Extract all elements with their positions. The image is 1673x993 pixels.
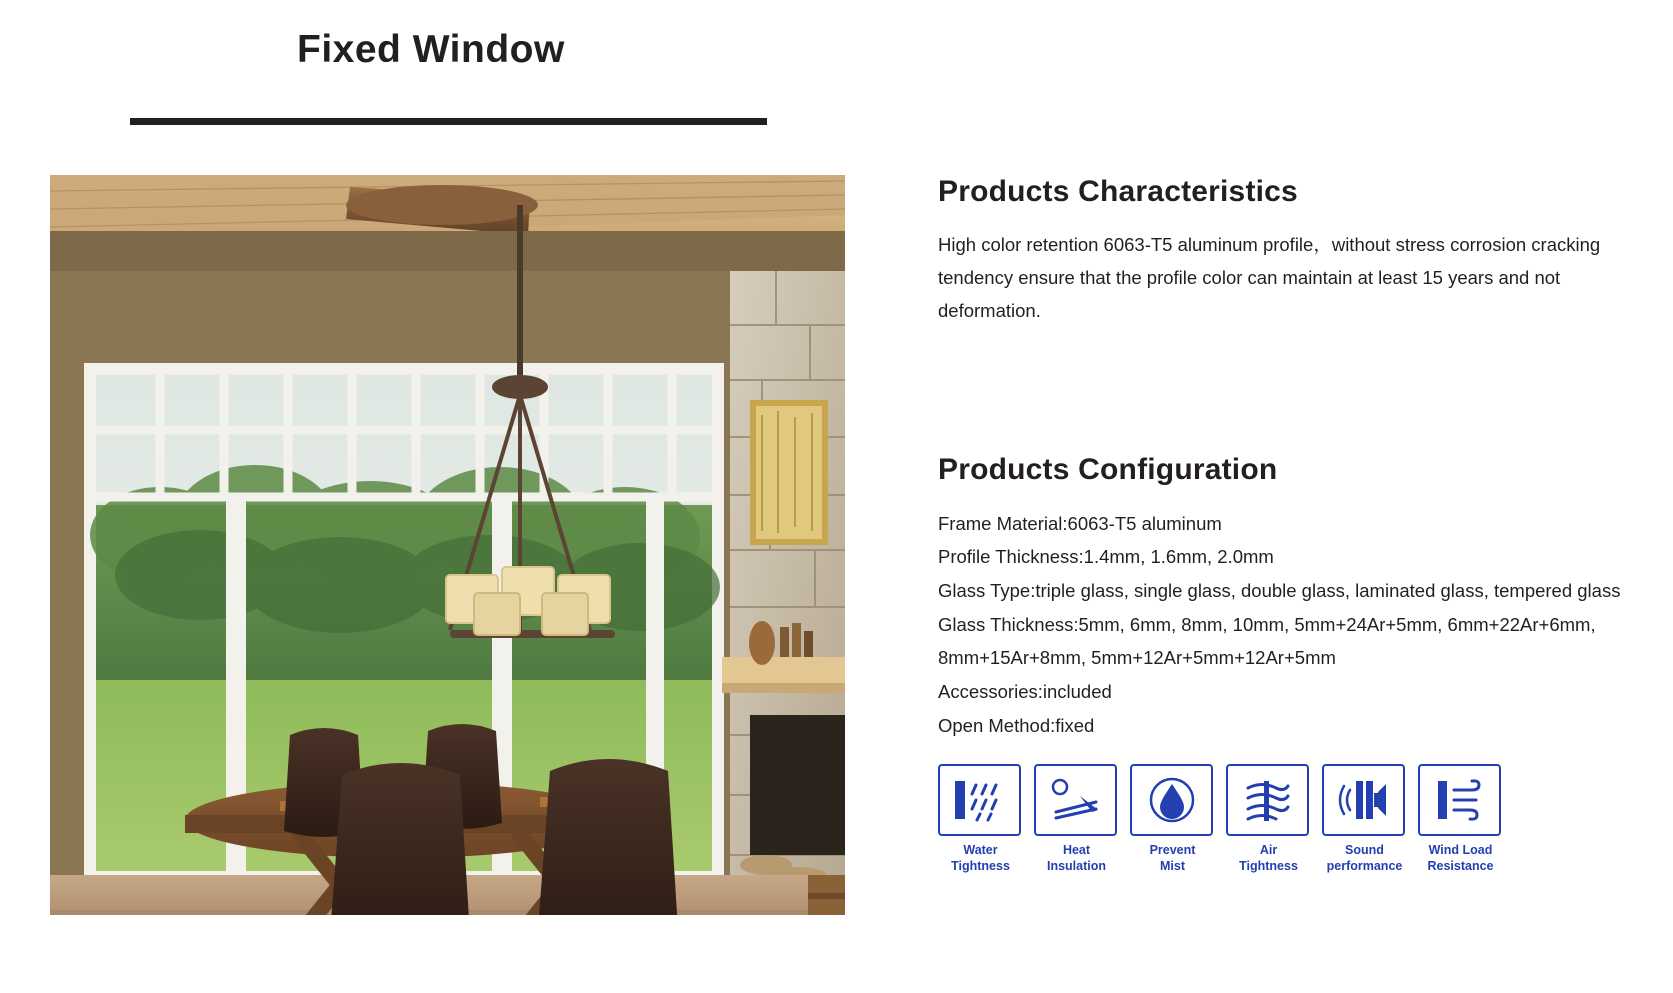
feature-water-tightness <box>938 764 1023 874</box>
feature-wind-load-resistance <box>1418 764 1503 874</box>
feature-label: Wind Load Resistance <box>1427 843 1494 873</box>
sound-performance-icon <box>1322 764 1405 836</box>
config-line-frame-material: Frame Material:6063-T5 aluminum <box>938 512 1222 534</box>
prevent-mist-icon <box>1130 764 1213 836</box>
title-underline-rule <box>130 118 767 125</box>
feature-prevent-mist <box>1130 764 1215 874</box>
config-line-open-method: Open Method:fixed <box>938 714 1095 736</box>
feature-label: Air Tightness <box>1239 843 1298 873</box>
feature-label: Sound performance <box>1326 843 1403 873</box>
air-tightness-icon <box>1226 764 1309 836</box>
feature-sound-performance <box>1322 764 1407 874</box>
config-line-glass-thickness: Glass Thickness:5mm, 6mm, 8mm, 10mm, 5mm+24Ar+5mm, 6mm+22Ar+6mm, 8mm+15Ar+8mm, 5mm+12Ar+5mm+12Ar+5mm <box>938 613 1596 669</box>
page-title: Fixed Window <box>297 28 565 71</box>
wind-load-resistance-icon <box>1418 764 1501 836</box>
details-column <box>938 175 1628 875</box>
config-line-accessories: Accessories:included <box>938 681 1112 703</box>
feature-label: Prevent Mist <box>1149 843 1196 873</box>
configuration-list <box>938 507 1628 743</box>
feature-heat-insulation <box>1034 764 1119 874</box>
feature-label: Water Tightness <box>951 843 1010 873</box>
product-photo <box>50 175 845 915</box>
characteristics-heading: Products Characteristics <box>938 175 1298 208</box>
characteristics-body: High color retention 6063-T5 aluminum profile，without stress corrosion cracking tendency ensure that the profile color can maintain at least 15 years and not deformation. <box>938 234 1601 321</box>
feature-air-tightness <box>1226 764 1311 874</box>
feature-label: Heat Insulation <box>1046 843 1107 873</box>
feature-icon-row <box>938 764 1628 874</box>
water-tightness-icon <box>938 764 1021 836</box>
config-line-glass-type: Glass Type:triple glass, single glass, double glass, laminated glass, tempered glass <box>938 580 1621 602</box>
heat-insulation-icon <box>1034 764 1117 836</box>
config-line-profile-thickness: Profile Thickness:1.4mm, 1.6mm, 2.0mm <box>938 546 1274 568</box>
configuration-heading: Products Configuration <box>938 452 1278 486</box>
photo-illustration <box>50 175 845 915</box>
